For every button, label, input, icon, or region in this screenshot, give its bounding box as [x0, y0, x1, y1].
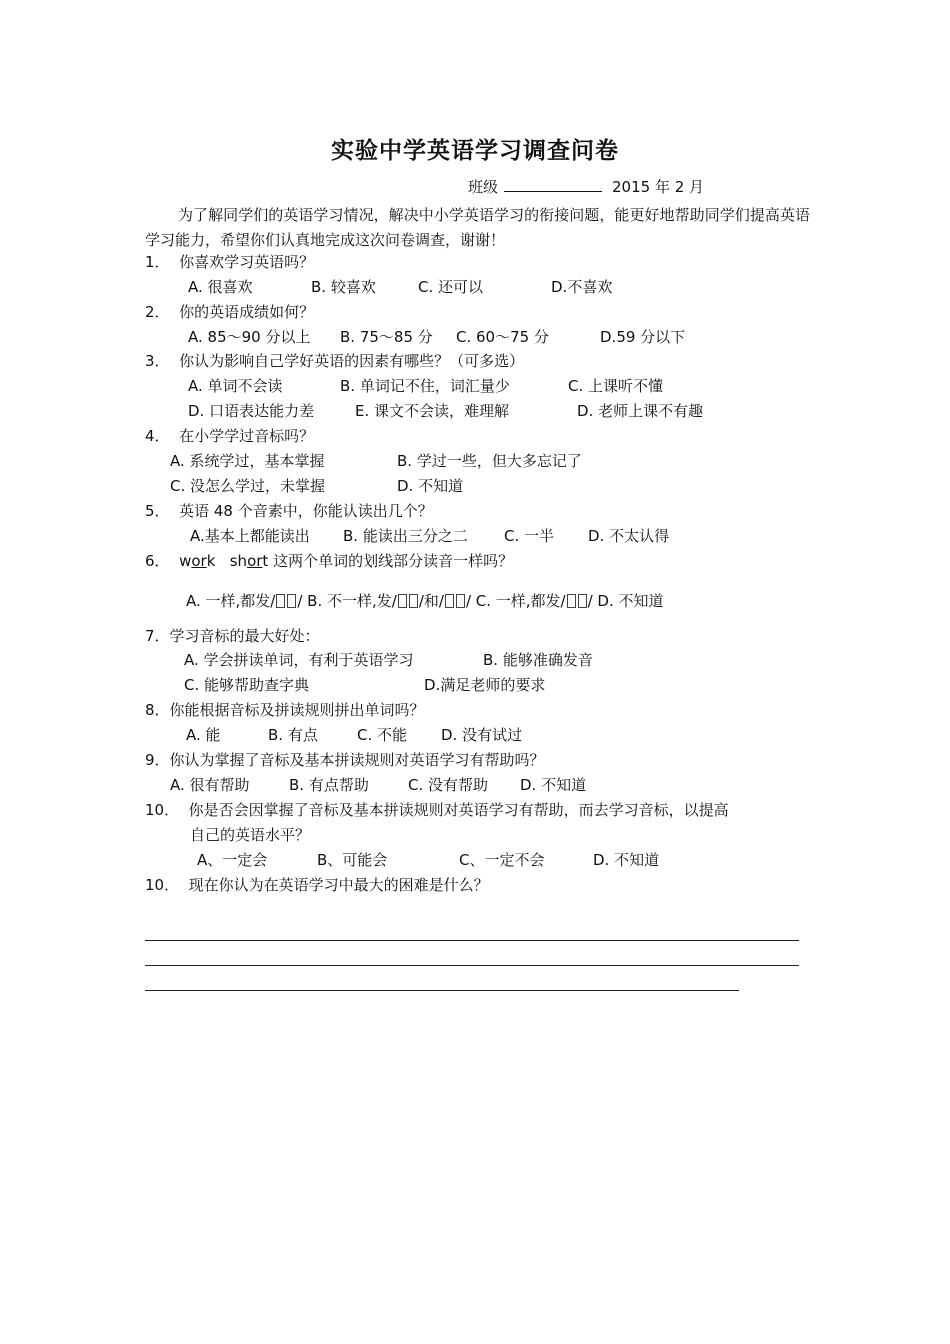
page-title: 实验中学英语学习调查问卷: [331, 138, 619, 164]
q2-option-d[interactable]: D.59 分以下: [600, 328, 686, 346]
q1-option-b[interactable]: B. 较喜欢: [311, 278, 376, 296]
q9-option-a[interactable]: A. 很有帮助: [170, 776, 250, 794]
survey-date: 2015 年 2 月: [612, 178, 705, 196]
ipa-symbol-icon: [409, 594, 418, 608]
q1-option-c[interactable]: C. 还可以: [418, 278, 484, 296]
q9-option-b[interactable]: B. 有点帮助: [289, 776, 369, 794]
q5-option-d[interactable]: D. 不太认得: [588, 527, 670, 545]
intro-paragraph: 为了解同学们的英语学习情况，解决中小学英语学习的衔接问题，能更好地帮助同学们提高英语学习能力，希望你们认真地完成这次问卷调查，谢谢！: [145, 206, 810, 249]
ipa-symbol-icon: [398, 594, 407, 608]
question-8: 8．你能根据音标及拼读规则拼出单词吗？: [145, 701, 425, 719]
word-short: short: [229, 552, 269, 570]
q1-option-d[interactable]: D.不喜欢: [551, 278, 613, 296]
q6-options[interactable]: A. 一样,都发/ / B. 不一样,发/ /和/ / C. 一样,都发/ / D. 不知道: [186, 592, 664, 610]
q5-option-c[interactable]: C. 一半: [504, 527, 555, 545]
q3-option-a[interactable]: A. 单词不会读: [188, 377, 283, 395]
q7-option-b[interactable]: B. 能够准确发音: [483, 651, 593, 669]
q3-option-b[interactable]: B. 单词记不住，词汇量少: [340, 377, 510, 395]
answer-line-3[interactable]: [145, 990, 739, 991]
q4-option-d[interactable]: D. 不知道: [397, 477, 464, 495]
q8-option-a[interactable]: A. 能: [186, 726, 221, 744]
question-4: 4． 在小学学过音标吗？: [145, 427, 315, 445]
question-2: 2． 你的英语成绩如何？: [145, 303, 315, 321]
ipa-symbol-icon: [567, 594, 576, 608]
q2-option-a[interactable]: A. 85～90 分以上: [188, 328, 311, 346]
q3-option-e[interactable]: E. 课文不会读，难理解: [355, 402, 510, 420]
question-10-cont: 自己的英语水平？: [190, 826, 311, 844]
question-1: 1． 你喜欢学习英语吗？: [145, 253, 315, 271]
q5-option-a[interactable]: A.基本上都能读出: [190, 527, 310, 545]
ipa-symbol-icon: [456, 594, 465, 608]
ipa-symbol-icon: [445, 594, 454, 608]
q1-option-a[interactable]: A. 很喜欢: [188, 278, 253, 296]
question-6: 6． work short 这两个单词的划线部分读音一样吗？: [145, 552, 514, 570]
q9-option-d[interactable]: D. 不知道: [520, 776, 587, 794]
q8-option-b[interactable]: B. 有点: [268, 726, 318, 744]
q8-option-d[interactable]: D. 没有试过: [441, 726, 523, 744]
class-blank[interactable]: [504, 177, 602, 192]
q4-option-c[interactable]: C. 没怎么学过，未掌握: [170, 477, 326, 495]
question-7: 7．学习音标的最大好处：: [145, 627, 320, 645]
answer-line-2[interactable]: [145, 965, 799, 966]
question-5: 5． 英语 48 个音素中，你能认读出几个？: [145, 502, 433, 520]
q7-option-a[interactable]: A. 学会拼读单词，有利于英语学习: [184, 651, 414, 669]
ipa-symbol-icon: [578, 594, 587, 608]
q7-option-c[interactable]: C. 能够帮助查字典: [184, 676, 310, 694]
q3-option-c[interactable]: C. 上课听不懂: [568, 377, 664, 395]
q4-option-a[interactable]: A. 系统学过，基本掌握: [170, 452, 325, 470]
answer-line-1[interactable]: [145, 940, 799, 941]
question-10: 10． 你是否会因掌握了音标及基本拼读规则对英语学习有帮助，而去学习音标，以提高: [145, 801, 729, 819]
ipa-symbol-icon: [276, 594, 285, 608]
ipa-symbol-icon: [287, 594, 296, 608]
q5-option-b[interactable]: B. 能读出三分之二: [343, 527, 468, 545]
word-work: work: [179, 552, 216, 570]
q9-option-c[interactable]: C. 没有帮助: [408, 776, 489, 794]
question-11: 10． 现在你认为在英语学习中最大的困难是什么？: [145, 876, 489, 894]
q10-option-a[interactable]: A、一定会: [197, 851, 268, 869]
class-date-line: [468, 176, 704, 197]
q2-option-c[interactable]: C. 60～75 分: [456, 328, 549, 346]
q3-option-d2[interactable]: D. 老师上课不有趣: [577, 402, 704, 420]
q7-option-d[interactable]: D.满足老师的要求: [424, 676, 546, 694]
q10-option-d[interactable]: D. 不知道: [593, 851, 660, 869]
question-3: 3． 你认为影响自己学好英语的因素有哪些？（可多选）: [145, 352, 525, 370]
q10-option-b[interactable]: B、可能会: [317, 851, 388, 869]
q3-option-d[interactable]: D. 口语表达能力差: [188, 402, 315, 420]
q4-option-b[interactable]: B. 学过一些，但大多忘记了: [397, 452, 582, 470]
q2-option-b[interactable]: B. 75～85 分: [340, 328, 433, 346]
question-9: 9．你认为掌握了音标及基本拼读规则对英语学习有帮助吗？: [145, 751, 545, 769]
q10-option-c[interactable]: C、一定不会: [459, 851, 545, 869]
class-label: 班级: [468, 178, 499, 196]
q8-option-c[interactable]: C. 不能: [357, 726, 408, 744]
